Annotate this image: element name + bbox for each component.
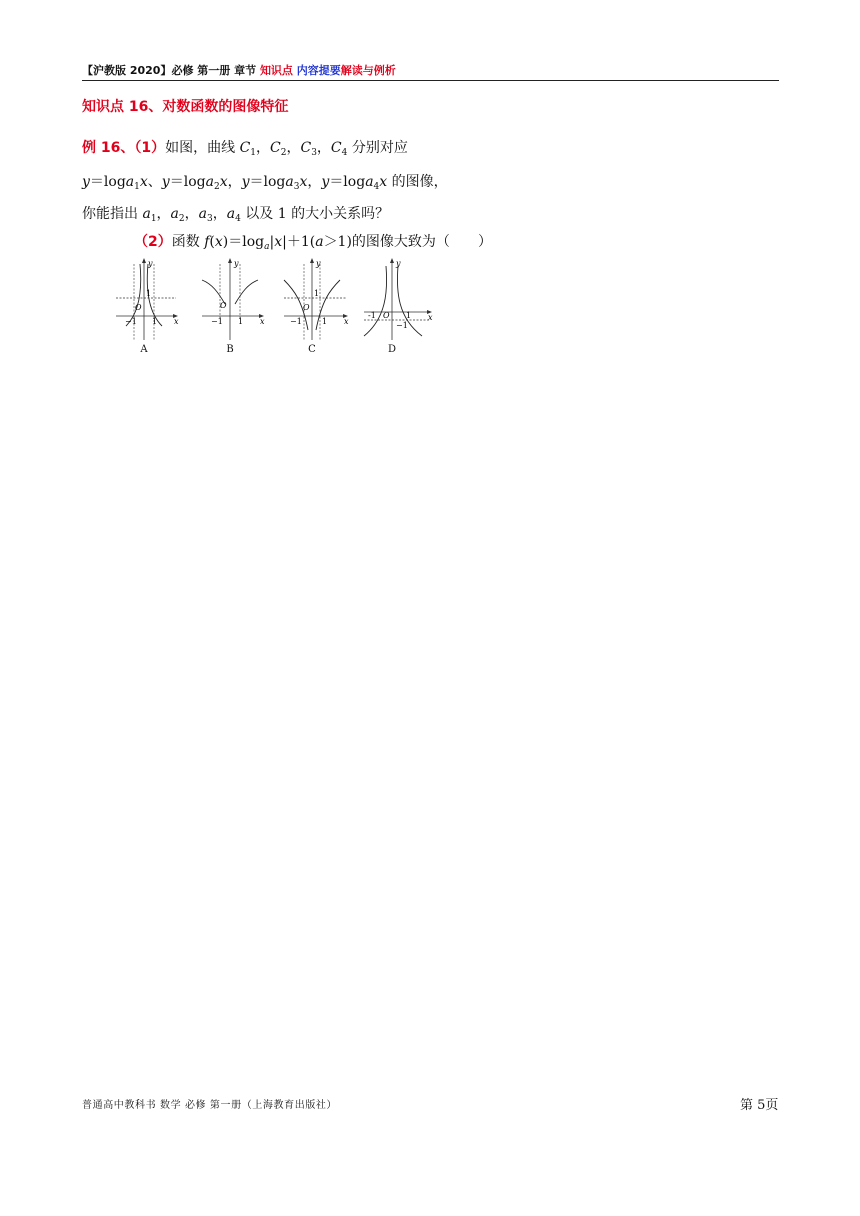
tick-y-1: 1 xyxy=(146,289,152,298)
sep: ， xyxy=(307,174,322,190)
axis-y-label: y xyxy=(396,259,401,268)
a-sub: 4 xyxy=(235,214,241,224)
graph-b-svg xyxy=(198,256,268,342)
graph-c-label: C xyxy=(308,344,316,355)
example-label: 例 16、 xyxy=(82,140,135,156)
origin-label: O xyxy=(303,303,310,312)
curve-sub: 3 xyxy=(311,148,317,158)
var-y: y xyxy=(241,174,250,190)
curve-c1: C xyxy=(239,140,251,156)
var-y: y xyxy=(161,174,170,190)
a-sub: 1 xyxy=(150,214,157,224)
axis-x-label: x xyxy=(260,317,265,326)
axis-y-label: y xyxy=(316,259,321,268)
tick-neg1: −1 xyxy=(211,317,223,326)
axis-y-label: y xyxy=(148,259,153,268)
log-eq: ＝log xyxy=(169,174,206,190)
graph-c xyxy=(280,256,352,355)
graph-a-label: A xyxy=(140,344,148,355)
curve-c4: C xyxy=(330,140,342,156)
sub-question-2-label: （2） xyxy=(134,234,172,250)
var-a: a xyxy=(198,206,207,222)
var-x: x xyxy=(219,174,228,190)
abs-x: |x| xyxy=(269,234,287,250)
var-y: y xyxy=(321,174,330,190)
log-eq: ＝log xyxy=(89,174,126,190)
graph-b xyxy=(198,256,268,355)
tick-neg1: −1 xyxy=(290,317,302,326)
a-sub: 4 xyxy=(373,182,380,192)
header-analysis: 解读与例析 xyxy=(340,64,396,77)
graph-d xyxy=(362,256,438,355)
a-sub: 3 xyxy=(207,214,213,224)
var-a: a xyxy=(226,206,236,222)
graph-a-svg xyxy=(112,256,182,342)
curve-sub: 1 xyxy=(250,148,257,158)
curve-sub: 2 xyxy=(280,148,287,158)
a-sub: 2 xyxy=(178,214,185,224)
example-line-1: 例 16、（1）如图，曲线 $C_1$，$C_2$，$C_3$，$C_4$ 分别对应 xyxy=(82,140,408,158)
a-sub: 3 xyxy=(293,182,300,192)
origin-label: O xyxy=(135,303,142,312)
header-knowledge: 知识点 xyxy=(259,64,297,77)
var-a: a xyxy=(170,206,179,222)
var-x: x xyxy=(379,174,388,190)
tick-neg1: −1 xyxy=(125,317,137,326)
curve-c2: C xyxy=(270,140,281,156)
var-x: x xyxy=(299,174,308,190)
example-line-2 xyxy=(82,171,448,192)
line3-end: 以及 1 的大小关系吗？ xyxy=(245,206,390,222)
graph-b-label: B xyxy=(226,344,234,355)
tick-1: 1 xyxy=(152,317,158,326)
header-rule xyxy=(82,80,779,81)
plus-one: ＋1( xyxy=(286,234,316,250)
tick-y-neg1: −1 xyxy=(396,321,408,330)
tick-1: 1 xyxy=(238,317,244,326)
example-line-4: （2）函数 $f(x)=\log_a|x|+1(a>1)$的图像大致为（ ） xyxy=(134,234,492,252)
sep: 、 xyxy=(147,174,162,190)
line1-text: 如图，曲线 xyxy=(165,140,240,156)
curve-sub: 4 xyxy=(341,148,348,158)
log-eq: ＝log xyxy=(228,234,265,250)
line1-end: 分别对应 xyxy=(351,140,408,156)
axis-x-label: x xyxy=(344,317,349,326)
log-eq: ＝log xyxy=(249,174,286,190)
answer-graphs xyxy=(112,256,442,360)
a-sub: 2 xyxy=(213,182,220,192)
log-eq: ＝log xyxy=(329,174,366,190)
graph-d-label: D xyxy=(387,344,397,355)
var-f: f xyxy=(204,234,210,250)
section-title: 知识点 16、对数函数的图像特征 xyxy=(82,99,289,115)
example-line-3: 你能指出 $a_1$，$a_2$，$a_3$，$a_4$ 以及 1 的大小关系吗？ xyxy=(82,206,390,224)
var-a: a xyxy=(365,174,374,190)
log-base: a xyxy=(264,242,270,252)
axis-x-label: x xyxy=(428,313,433,322)
var-x: x xyxy=(214,234,223,250)
origin-label: O xyxy=(220,301,227,310)
sep: ， xyxy=(227,174,242,190)
page-header xyxy=(82,62,778,78)
var-y: y xyxy=(82,174,90,190)
footer-book-title: 普通高中教科书 数学 必修 第一册（上海教育出版社） xyxy=(82,1100,338,1111)
var-a: a xyxy=(205,174,214,190)
axis-x-label: x xyxy=(174,317,179,326)
var-x: x xyxy=(139,174,148,190)
sub-question-1-label: （1） xyxy=(134,140,166,156)
curve-c3: C xyxy=(300,140,312,156)
tick-neg1: -1 xyxy=(368,311,376,320)
graph-c-svg xyxy=(280,256,352,342)
var-a: a xyxy=(315,234,324,250)
header-summary: 内容提要 xyxy=(296,64,341,77)
line4-pre: 函数 xyxy=(171,234,205,250)
var-a: a xyxy=(285,174,294,190)
a-sub: 1 xyxy=(134,182,140,192)
tick-1: 1 xyxy=(406,311,412,320)
tick-1: 1 xyxy=(322,317,328,326)
var-a: a xyxy=(125,174,135,190)
axis-y-label: y xyxy=(234,259,239,268)
line3-pre: 你能指出 xyxy=(82,206,143,222)
line2-end: 的图像， xyxy=(391,174,448,190)
tick-y-1: 1 xyxy=(314,289,320,298)
footer-page-number: 第 5页 xyxy=(740,1098,779,1113)
header-text: 【沪教版 2020】必修 第一册 章节 xyxy=(82,64,260,77)
var-a: a xyxy=(142,206,151,222)
close-paren: ） xyxy=(477,234,492,250)
graph-d-svg xyxy=(362,256,438,342)
line4-cond: ＞1)的图像大致为（ xyxy=(323,234,450,250)
graph-a xyxy=(112,256,182,355)
origin-label: O xyxy=(383,311,390,320)
